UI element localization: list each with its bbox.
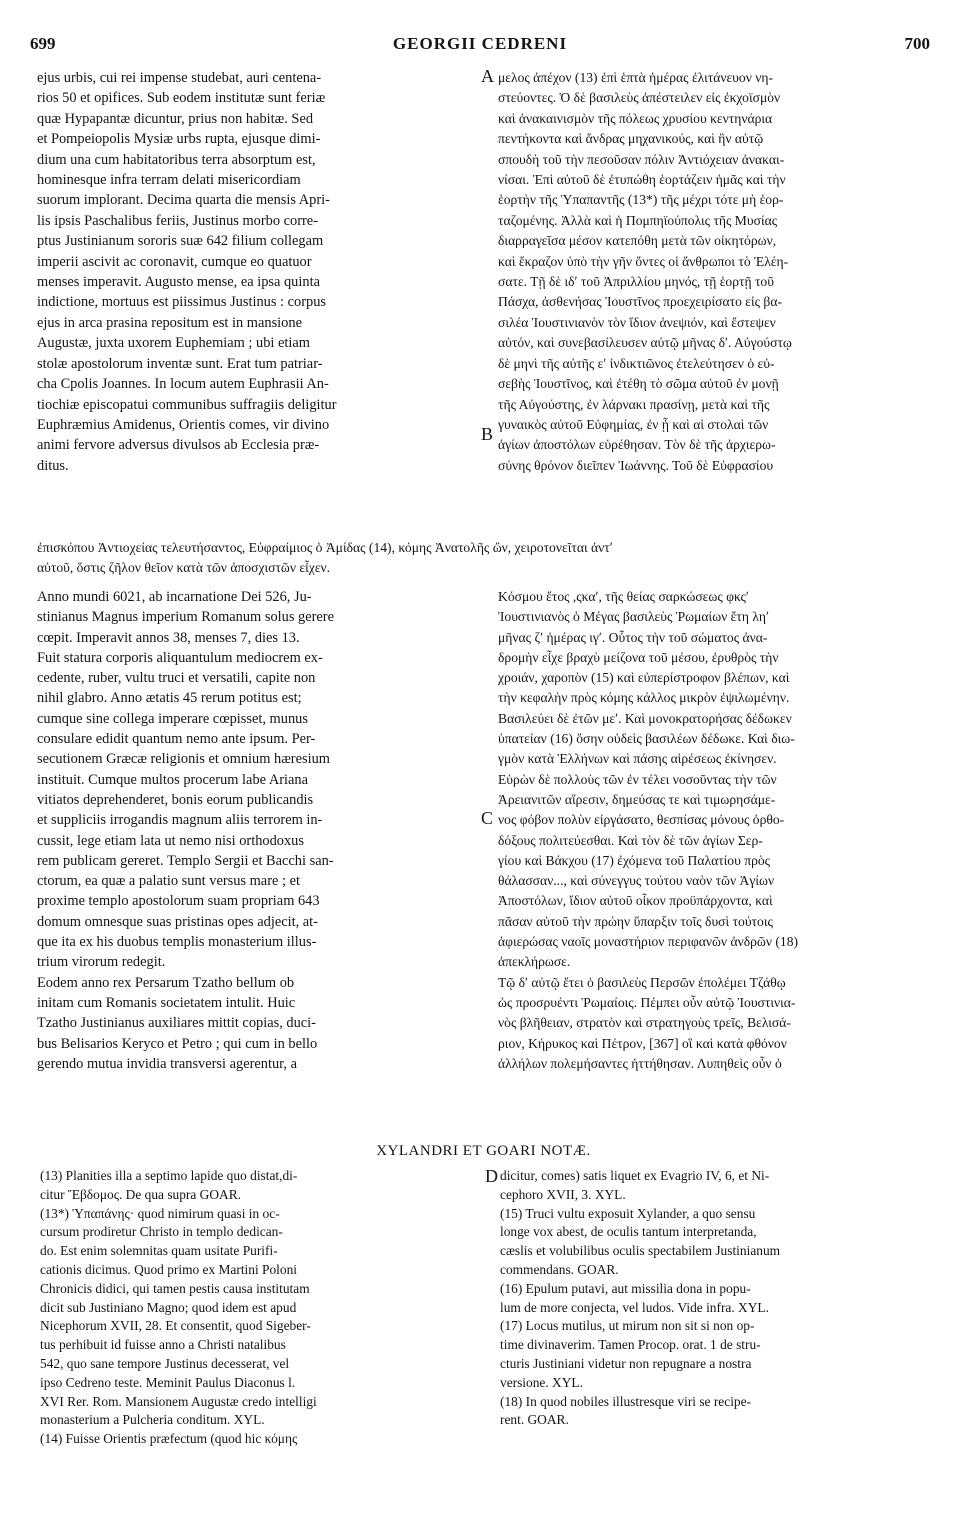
text-line: ριον, Κήρυκος καὶ Πέτρον, [367] οἳ καὶ κατὰ φθόνον [498,1035,787,1051]
text-line: σύνης θρόνον διεῖπεν Ἰωάννης. Τοῦ δὲ Εὐφρασίου [498,457,774,473]
text-line: cha Cpolis Joannes. In locum autem Euphrasii An- [37,376,329,393]
text-line: (13*) Ὑπαπάνης· quod nimirum quasi in oc- [40,1205,280,1221]
latin-column-top [37,68,477,476]
text-line: (16) Epulum putavi, aut missilia dona in popu- [500,1280,751,1296]
text-line: ipso Cedreno teste. Meminit Paulus Diaconus l. [40,1374,296,1390]
latin-column-mid [37,587,477,1074]
text-line: domum omnesque suas pristinas opes adjecit, at- [37,913,318,930]
text-line: Εὑρὼν δὲ πολλοὺς τῶν ἐν τέλει νοσοῦντας τὴν τῶν [498,771,777,787]
text-line: (17) Locus mutilus, ut mirum non sit si non op- [500,1318,755,1334]
text-line: tiochiæ episcopatui communibus suffragiis deligitur [37,396,337,413]
notes-column-left [40,1167,470,1449]
text-line: Κόσμου ἔτος ,ςκαʹ, τῆς θείας σαρκώσεως φκςʹ [498,589,749,604]
text-line: dicit sub Justiniano Magno; quod idem est apud [40,1299,297,1315]
text-line: citur Ἕβδομος. De qua supra GOAR. [40,1186,241,1202]
text-line: αὐτοῦ, ὅστις ζῆλον θεῖον κατὰ τῶν ἀποσχιστῶν εἶχεν. [37,560,331,576]
text-line: longe vox abest, de oculis tantum interpretanda, [500,1224,757,1240]
page-header [30,34,930,58]
text-line: animi fervore adversus divulsos ab Ecclesia præ- [37,437,320,454]
text-line: secutionem Græcæ religionis et omnium hæresium [37,751,330,768]
text-line: versione. XYL. [500,1374,583,1390]
text-line: indictione, mortuus est piissimus Justinus : corpus [37,294,327,311]
text-line: rios 50 et opifices. Sub eodem institutæ sunt feriæ [37,90,326,107]
margin-marker-a: A [481,66,494,86]
margin-marker-b: B [481,424,494,444]
text-line: καὶ ἀνακαινισμὸν τῆς πόλεως χρυσίου κεντηνάρια [498,110,773,126]
text-line: σεβὴς Ἰουστῖνος, καὶ ἐτέθη τὸ σῶμα αὐτοῦ ἐν μονῇ [498,376,779,392]
text-line: hominesque infra terram delati misericordiam [37,172,301,189]
text-line: do. Est enim solemnitas quam usitate Purifi- [40,1243,278,1259]
text-line: ctorum, ea quæ a palatio sunt versus mare ; et [37,873,300,890]
text-line: lis ipsis Paschalibus feriis, Justinus morbo corre- [37,212,318,229]
text-line: θάλασσαν..., καὶ σύνεγγυς τούτου ναὸν τῶν Ἁγίων [498,873,775,889]
page-number-left: 699 [30,34,56,53]
text-line: et suppliciis irrogandis magnum aliis terrorem in- [37,812,323,829]
text-line: γίου καὶ Βάκχου (17) ἐχόμενα τοῦ Παλατίου πρὸς [498,852,771,868]
text-line: Πάσχα, ἀσθενήσας Ἰουστῖνος προεχειρίσατο εἰς βα- [498,294,782,310]
text-line: dicitur, comes) satis liquet ex Evagrio IV, 6, et Ni- [500,1168,770,1183]
text-line: τῆς Αὐγούστης, ἐν λάρνακι πρασίνῃ, μετὰ καὶ τῆς [498,396,770,412]
text-line: Augustæ, juxta uxorem Euphemiam ; ubi etiam [37,335,310,352]
text-line: Chronicis didici, qui tamen pestis causa institutam [40,1280,310,1296]
text-line: ejus urbis, cui rei impense studebat, auri centena- [37,70,322,86]
text-line: δρομὴν εἶχε βραχὺ μείζονα τοῦ μέσου, ἐρυθρὸς τὴν [498,649,779,665]
text-line: ταζομένης. Ἀλλὰ καὶ ἡ Πομπηϊούπολις τῆς Μυσίας [498,212,778,228]
text-line: μῆνας ζʹ ἡμέρας ιγʹ. Οὗτος τὴν τοῦ σώματος ἀνα- [498,629,768,645]
text-line: imperii ascivit ac coronavit, cumque eo quatuor [37,253,312,270]
text-line: proxime templo apostolorum suam propriam 643 [37,893,320,910]
text-line: quæ Hypapantæ dicuntur, prius non habitæ. Sed [37,110,314,127]
text-line: Tzatho Justinianus auxiliares mittit copias, duci- [37,1015,316,1032]
text-line: initam cum Romanis societatem intulit. Huic [37,994,296,1011]
text-line: tus perhibuit id fuisse anno a Christi natalibus [40,1337,286,1353]
text-line: (18) In quod nobiles illustresque viri se recipe- [500,1393,752,1409]
text-line: 542, quo sane tempore Justinus decesserat, vel [40,1355,290,1371]
text-line: Ἀρειανιτῶν αἵρεσιν, δημεύσας τε καὶ τιμωρησάμε- [498,791,776,807]
text-line: XVI Rer. Rom. Mansionem Augustæ credo intelligi [40,1393,317,1409]
greek-column-top [498,68,938,476]
text-line: rent. GOAR. [500,1412,569,1428]
greek-full-width [37,538,942,579]
text-line: ἁγίων ἀποστόλων εὑρέθησαν. Τὸν δὲ τῆς ἀρχιερω- [498,437,776,453]
notes-column-right [500,1167,930,1430]
text-line: bus Belisarios Keryco et Petro ; qui cum in bello [37,1035,318,1052]
text-line: cturis Justiniani videtur non repugnare a nostra [500,1355,752,1371]
text-line: Τῷ δʹ αὐτῷ ἔτει ὁ βασιλεὺς Περσῶν ἐπολέμει Τζάθῳ [498,974,786,990]
text-line: cæslis et volubilibus oculis spectabilem Justinianum [500,1243,781,1259]
text-line: ejus in arca prasina repositum est in mansione [37,314,302,331]
greek-column-mid [498,587,938,1074]
text-line: Ἰουστινιανὸς ὁ Μέγας βασιλεὺς Ῥωμαίων ἔτη ληʹ [498,609,769,625]
text-line: (15) Truci vultu exposuit Xylander, a quo sensu [500,1205,756,1221]
text-line: αὐτόν, καὶ συνεβασίλευσεν αὐτῷ μῆνας δʹ. Αὐγούστῳ [498,335,792,351]
text-line: χροιάν, χαροπὸν (15) καὶ εὐπερίστροφον βλέπων, καὶ [498,670,790,686]
text-line: cumque sine collega imperare cœpisset, munus [37,710,308,727]
text-line: σατε. Τῇ δὲ ιδʹ τοῦ Ἀπριλλίου μηνός, τῇ ἑορτῇ τοῦ [498,274,774,290]
text-line: δὲ μηνὶ τῆς αὐτῆς εʹ ἰνδικτιῶνος ἐτελεύτησεν ὁ εὐ- [498,355,775,371]
text-line: rem publicam gereret. Templo Sergii et Bacchi san- [37,852,334,869]
text-line: vitiatos deprehenderet, bonis eorum publicandis [37,791,314,808]
text-line: ἑορτὴν τῆς Ὑπαπαντῆς (13*) τῆς μέχρι τότε μὴ ἑορ- [498,192,784,208]
text-line: δόξους πολιτεύεσθαι. Καὶ τὸν δὲ τῶν ἁγίων Σερ- [498,832,763,848]
text-line: ἀπεκλήρωσε. [498,954,571,970]
text-line: σιλέα Ἰουστινιανὸν τὸν ἴδιον ἀνεψιόν, καὶ ἔστεψεν [498,314,776,330]
text-line: ditus. [37,457,69,474]
text-line: Euphræmius Amidenus, Orientis comes, vir divino [37,416,330,433]
text-line: commendans. GOAR. [500,1261,619,1277]
text-line: stolæ apostolorum inventæ sunt. Erat tum patriar- [37,355,323,372]
text-line: ὡς προσρυέντι Ῥωμαίοις. Πέμπει οὖν αὐτῷ Ἰουστινια- [498,994,796,1010]
text-line: Nicephorum XVII, 28. Et consentit, quod Sigeber- [40,1318,311,1334]
text-line: stinianus Magnus imperium Romanum solus gerere [37,609,334,626]
text-line: στεύοντες. Ὁ δὲ βασιλεὺς ἀπέστειλεν εἰς ἐκχοϊσμὸν [498,90,781,106]
notes-heading: XYLANDRI ET GOARI NOTÆ. [376,1143,591,1159]
text-line: cursum prodiretur Christo in templo dedican- [40,1224,283,1240]
text-line: σπουδὴ τοῦ τὴν πεσοῦσαν πόλιν Ἀντιόχειαν ἀνακαι- [498,151,785,167]
text-line: γμὸν κατὰ Ἑλλήνων καὶ πάσης αἱρέσεως ἐκίνησεν. [498,751,777,767]
text-line: monasterium a Pulcheria conditum. XYL. [40,1412,265,1428]
text-line: time divinaverim. Tamen Procop. orat. 1 de stru- [500,1337,761,1353]
text-line: νὸς βλῆθειαν, στρατὸν καὶ στρατηγοὺς τρεῖς, Βελισά- [498,1015,791,1031]
text-line: nihil glabro. Anno ætatis 45 rerum potitus est; [37,690,302,707]
text-line: νίσαι. Ἐπὶ αὐτοῦ δὲ ἐτυπώθη ἑορτάζειν ἡμᾶς καὶ τὴν [498,172,786,188]
text-line: dium una cum habitatoribus terra absorptum est, [37,151,316,168]
text-line: cedente, ruber, vultu truci et versatili, capite non [37,670,316,687]
text-line: lum de more conjecta, vel ludos. Vide infra. XYL. [500,1299,769,1315]
text-line: Fuit statura corporis aliquantulum mediocrem ex- [37,649,323,666]
text-line: νος φόβον πολὺν εἰργάσατο, θεσπίσας μόνους ὀρθο- [498,812,785,828]
text-line: Eodem anno rex Persarum Tzatho bellum ob [37,974,295,991]
text-line: cussit, lege etiam lata ut nemo nisi orthodoxus [37,832,304,849]
text-line: διαρραγεῖσα μέσον κατεπόθη μετὰ τῶν οἰκητόρων, [498,233,777,249]
text-line: γυναικὸς αὐτοῦ Εὐφημίας, ἐν ᾗ καὶ αἱ στολαὶ τῶν [498,416,769,432]
text-line: πᾶσαν αὐτοῦ τὴν πρώην ὕπαρξιν τοῖς δυσὶ τούτοις [498,913,773,929]
text-line: ἐπισκόπου Ἀντιοχείας τελευτήσαντος, Εὐφραίμιος ὁ Ἀμίδας (14), κόμης Ἀνατολῆς ὤν, χειροτονεῖται ἀντʹ [37,540,613,555]
text-line: que ita ex his duobus templis monasterium illus- [37,934,317,951]
text-line: menses imperavit. Augusto mense, ea ipsa quinta [37,274,320,291]
text-line: ἀφιερώσας ναοῖς μοναστήριον περιφανῶν ἀνδρῶν (18) [498,934,799,950]
text-line: et Pompeiopolis Mysiæ urbs rupta, ejusque dimi- [37,131,321,148]
text-line: (13) Planities illa a septimo lapide quo distat,di- [40,1168,298,1183]
text-line: consulare edidit quantum nemo ante ipsum. Per- [37,731,316,748]
text-line: τὴν κεφαλὴν πρὸς κόμης κάλλος μικρὸν ἐψιλωμένην. [498,690,790,706]
text-line: cationis dicimus. Quod primo ex Martini Poloni [40,1261,298,1277]
text-line: cephoro XVII, 3. XYL. [500,1186,626,1202]
text-line: ἀλλήλων πολεμήσαντες ἡττήθησαν. Λυπηθεὶς οὖν ὁ [498,1055,782,1071]
text-line: ptus Justinianum sororis suæ 642 filium collegam [37,233,324,250]
text-line: πεντήκοντα καὶ ἄνδρας μηχανικούς, καὶ ἣν αὐτῷ [498,131,764,147]
running-title: GEORGII CEDRENI [392,34,568,53]
text-line: μελος ἀπέχον (13) ἐπὶ ἑπτὰ ἡμέρας ἐλιτάνευον νη- [498,70,774,85]
page-number-right: 700 [904,34,930,53]
text-line: trium virorum redegit. [37,954,166,971]
text-line: (14) Fuisse Orientis præfectum (quod hic κόμης [40,1431,298,1447]
text-line: καὶ ἔκραζον ὑπὸ τὴν γῆν ὄντες οἱ ἄνθρωποι τὸ Ἐλέη- [498,253,789,269]
text-line: instituit. Cumque multos procerum labe Ariana [37,771,308,788]
margin-marker-d: D [485,1166,498,1186]
text-line: gerendo mutua invidia transversi agerentur, a [37,1055,297,1072]
text-line: Ἀποστόλων, ἴδιον αὐτοῦ οἶκον προϋπάρχοντα, καὶ [498,893,773,909]
text-line: cœpit. Imperavit annos 38, menses 7, dies 13. [37,629,300,646]
text-line: suorum implorant. Decima quarta die mensis Apri- [37,192,330,209]
text-line: Βασιλεύει δὲ ἐτῶν μεʹ. Καὶ μονοκρατορήσας δέδωκεν [498,710,792,726]
margin-marker-c: C [481,808,494,828]
text-line: Anno mundi 6021, ab incarnatione Dei 526, Ju- [37,589,312,605]
text-line: ὑπατείαν (16) ὅσην οὐδεὶς βασιλέων δέδωκε. Καὶ διω- [498,731,795,747]
